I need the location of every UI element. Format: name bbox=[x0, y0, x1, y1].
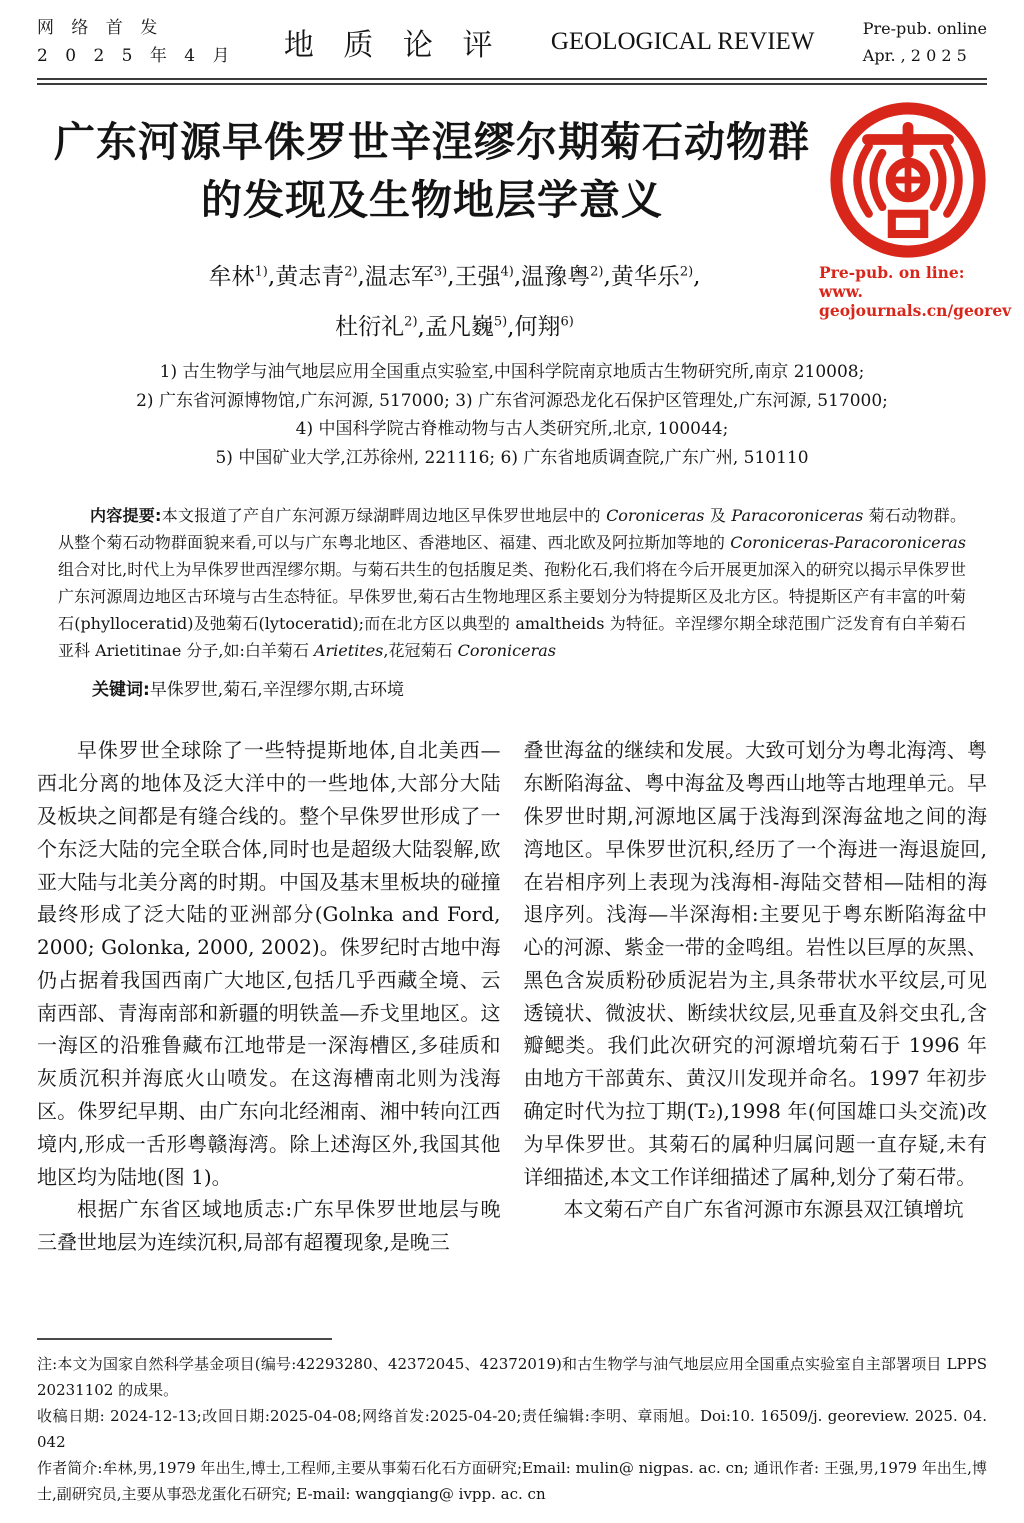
affiliation-line: 2) 广东省河源博物馆,广东河源, 517000; 3) 广东省河源恐龙化石保护区管理处,广东河源, 517000; bbox=[136, 390, 888, 411]
author-list-line2: 杜衍礼$^{2)}$,孟凡巍$^{5)}$,何翔$^{6)}$ bbox=[335, 314, 574, 341]
seal-caption bbox=[819, 263, 1012, 320]
author-affiliation-sup: 3) bbox=[433, 264, 448, 279]
footnote-divider bbox=[37, 1338, 332, 1340]
prepub-date-cn bbox=[37, 14, 236, 70]
seal-caption-line1: Pre-pub. on line: www. bbox=[819, 263, 965, 301]
body-paragraph: 本文菊石产自广东省河源市东源县双江镇增坑 bbox=[563, 1197, 964, 1222]
abstract-text: 本文报道了产自广东河源万绿湖畔周边地区早侏罗世地层中的 Coroniceras 及 Paracoroniceras 菊石动物群。从整个菊石动物群面貌来看,可以与广东粤北地区、香港地区、福建、西北欧及阿拉斯加等地的 Coroniceras-Paracoroniceras 组合对比,时代上为早侏罗世西涅缪尔期。与菊石共生的包括腹足类、孢粉化石,我们将在今后开展更加深入的研究以揭示早侏罗世广东河源周边地区古环境与古生态特征。早侏罗世,菊石古生物地理区系主要划分为特提斯区及北方区。特提斯区产有丰富的叶菊石(phylloceratid)及弛菊石(lytoceratid);而在北方区以典型的 amaltheids 为特征。辛涅缪尔期全球范围广泛发育有白羊菊石亚科 Arietitinae 分子,如:白羊菊石 Arietites,花冠菊石 Coroniceras bbox=[58, 506, 966, 661]
body-paragraph: 早侏罗世全球除了一些特提斯地体,自北美西—西北分离的地体及泛大洋中的一些地体,大部分大陆及板块之间都是有缝合线的。整个早侏罗世形成了一个东泛大陆的完全联合体,同时也是超级大陆裂解,欧亚大陆与北美分离的时期。中国及基末里板块的碰撞最终形成了泛大陆的亚洲部分(Golnka and Ford, 2000; Golonka, 2000, 2002)。侏罗纪时古地中海仍占据着我国西南广大地区,包括几乎西藏全境、云南西部、青海南部和新疆的明铁盖—乔戈里地区。这一海区的沿雅鲁藏布江地带是一深海槽区,多硅质和灰质沉积并海底火山喷发。在这海槽南北则为浅海区。侏罗纪早期、由广东向北经湘南、湘中转向江西境内,形成一舌形粤赣海湾。除上述海区外,我国其他地区均为陆地(图 1)。 bbox=[37, 738, 501, 1189]
body-column-right bbox=[524, 734, 988, 1259]
seal-caption-line2: geojournals.cn/georev bbox=[819, 301, 1012, 320]
keywords bbox=[58, 677, 966, 704]
prepub-date-cn-value: 2 0 2 5 年 4 月 bbox=[37, 46, 236, 66]
author-name: 黄华乐$^{2)}$ bbox=[610, 263, 694, 290]
footnote-block bbox=[37, 1338, 987, 1507]
author-name: 何翔$^{6)}$ bbox=[514, 314, 574, 341]
journal-seal bbox=[819, 99, 1012, 320]
author-name: 黄志青$^{2)}$ bbox=[275, 263, 358, 290]
header-divider bbox=[37, 78, 987, 85]
author-affiliation-sup: 2) bbox=[404, 314, 418, 330]
author-name: 温志军$^{3)}$ bbox=[364, 263, 448, 290]
dates-doi-note: 收稿日期: 2024-12-13;改回日期:2025-04-08;网络首发:2025-04-20;责任编辑:李明、章雨旭。Doi:10. 16509/j. georeview. 2025. 04. 042 bbox=[37, 1407, 987, 1451]
page-title bbox=[37, 113, 827, 229]
author-affiliation-sup: 2) bbox=[590, 264, 604, 279]
author-affiliation-sup: 2) bbox=[679, 264, 694, 279]
abstract bbox=[58, 502, 966, 664]
title-block bbox=[37, 113, 1012, 472]
journal-title-english: GEOLOGICAL REVIEW bbox=[550, 28, 815, 55]
author-affiliation-sup: 1) bbox=[254, 264, 268, 279]
body-paragraph: 叠世海盆的继续和发展。大致可划分为粤北海湾、粤东断陷海盆、粤中海盆及粤西山地等古地理单元。早侏罗世时期,河源地区属于浅海到深海盆地之间的海湾地区。早侏罗世沉积,经历了一个海进一海退旋回,在岩相序列上表现为浅海相-海陆交替相—陆相的海退序列。浅海—半深海相:主要见于粤东断陷海盆中心的河源、紫金一带的金鸣组。岩性以巨厚的灰黑、黑色含炭质粉砂质泥岩为主,具条带状水平纹层,可见透镜状、微波状、断续状纹层,见垂直及斜交虫孔,含瓣鳃类。我们此次研究的河源增坑菊石于 1996 年由地方干部黄东、黄汉川发现并命名。1997 年初步确定时代为拉丁期(T₂),1998 年(何国雄口头交流)改为早侏罗世。其菊石的属种归属问题一直存疑,未有详细描述,本文工作详细描述了属种,划分了菊石带。 bbox=[523, 738, 987, 1189]
author-affiliation-sup: 5) bbox=[493, 314, 508, 330]
author-name: 王强$^{4)}$ bbox=[454, 263, 514, 290]
author-name: 牟林$^{1)}$ bbox=[208, 263, 268, 290]
affiliation-line: 1) 古生物学与油气地层应用全国重点实验室,中国科学院南京地质古生物研究所,南京 210008; bbox=[159, 362, 865, 383]
keywords-label: 关键词: bbox=[92, 680, 150, 701]
prepub-label-en: Pre-pub. online bbox=[862, 19, 987, 38]
page-title-line1: 广东河源早侏罗世辛涅缪尔期菊石动物群 bbox=[54, 118, 810, 166]
body-columns bbox=[37, 734, 987, 1259]
body-column-left bbox=[37, 734, 501, 1259]
author-name: 温豫粤$^{2)}$ bbox=[521, 263, 604, 290]
prepub-date-en bbox=[863, 15, 987, 69]
prepub-label-cn: 网 络 首 发 bbox=[37, 18, 164, 38]
body-paragraph: 根据广东省区域地质志:广东早侏罗世地层与晚三叠世地层为连续沉积,局部有超覆现象,是晚三 bbox=[37, 1197, 501, 1255]
author-affiliation-sup: 2) bbox=[344, 264, 358, 279]
keywords-text: 早侏罗世,菊石,辛涅缪尔期,古环境 bbox=[149, 680, 405, 701]
affiliation-line: 5) 中国矿业大学,江苏徐州, 221116; 6) 广东省地质调查院,广东广州, 510110 bbox=[215, 447, 809, 468]
author-bio-note: 作者简介:牟林,男,1979 年出生,博士,工程师,主要从事菊石化石方面研究;Email: mulin@ nigpas. ac. cn; 通讯作者: 王强,男,1979 年出生,博士,副研究员,主要从事恐龙蛋化石研究; E-mail: wangqiang@ ivpp. ac. cn bbox=[37, 1459, 987, 1503]
journal-title-chinese: 地 质 论 评 bbox=[283, 28, 503, 63]
author-affiliation-sup: 4) bbox=[500, 264, 514, 279]
page-title-line2: 的发现及生物地层学意义 bbox=[201, 176, 663, 224]
funding-note: 注:本文为国家自然科学基金项目(编号:42293280、42372045、42372019)和古生物学与油气地层应用全国重点实验室自主部署项目 LPPS 20231102 的成果。 bbox=[37, 1355, 987, 1399]
author-affiliation-sup: 6) bbox=[560, 314, 574, 330]
prepub-date-en-value: Apr. , 2 0 2 5 bbox=[862, 46, 967, 65]
abstract-label: 内容提要: bbox=[90, 506, 162, 526]
author-name: 杜衍礼$^{2)}$ bbox=[335, 314, 418, 341]
author-name: 孟凡巍$^{5)}$ bbox=[424, 314, 508, 341]
affiliation-list bbox=[37, 358, 987, 472]
author-list-line1: 牟林$^{1)}$,黄志青$^{2)}$,温志军$^{3)}$,王强$^{4)}$,温豫粤$^{2)}$,黄华乐$^{2)}$, bbox=[208, 263, 701, 290]
journal-seal-icon bbox=[827, 99, 989, 261]
affiliation-line: 4) 中国科学院古脊椎动物与古人类研究所,北京, 100044; bbox=[295, 419, 729, 440]
masthead bbox=[0, 0, 1024, 74]
